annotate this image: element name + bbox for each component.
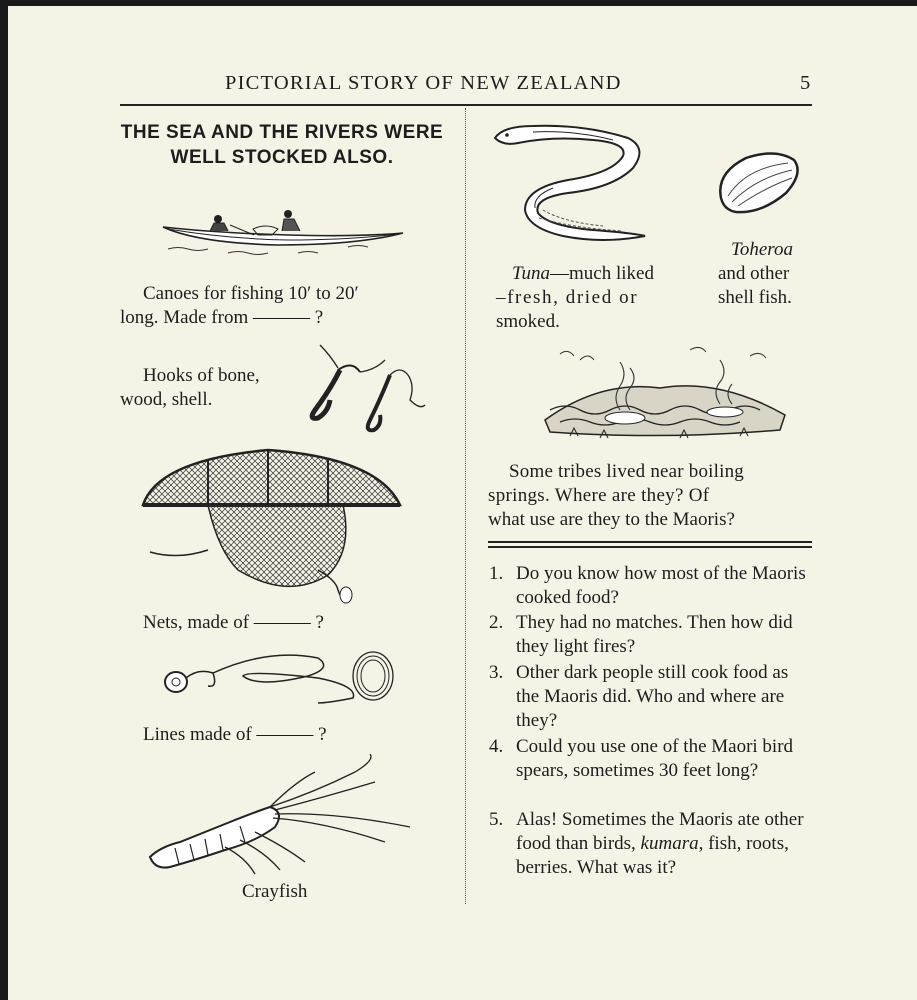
springs-line1: Some tribes lived near boiling xyxy=(509,461,745,482)
toheroa-shell-illustration xyxy=(716,148,802,218)
question-text-after: fish, roots, berries. What was it? xyxy=(516,833,789,878)
fishing-line-illustration xyxy=(158,648,408,718)
crayfish-illustration xyxy=(145,752,415,877)
canoe-illustration xyxy=(158,205,408,265)
boiling-springs-illustration xyxy=(540,340,790,450)
eel-illustration xyxy=(493,118,653,244)
question-text: Do you know how most of the Maoris cooked food? xyxy=(516,563,806,608)
toheroa-caption-line3: shell fish. xyxy=(718,287,792,308)
canoes-caption-line2: long. Made from ——— ? xyxy=(120,307,324,328)
tuna-caption-rest: —much liked xyxy=(550,263,654,284)
crayfish-caption: Crayfish xyxy=(242,881,308,902)
question-text-before: Alas! Sometimes the Maoris ate other food than birds, xyxy=(516,809,804,854)
fishing-net-illustration xyxy=(138,440,408,610)
header-rule xyxy=(120,104,812,106)
canoes-caption-line1: Canoes for fishing 10′ to 20′ xyxy=(143,283,359,304)
springs-line3: what use are they to the Maoris? xyxy=(488,509,735,530)
question-number: 5. xyxy=(489,809,504,830)
question-number: 1. xyxy=(489,563,504,584)
question-text: They had no matches. Then how did they light fires? xyxy=(516,612,793,657)
page-number: 5 xyxy=(800,72,811,94)
tuna-caption-line3: smoked. xyxy=(496,311,560,332)
question-text: Other dark people still cook food as the Maoris did. Who and where are they? xyxy=(516,662,789,731)
question-text-emphasis: kumara, xyxy=(640,833,704,854)
question-number: 2. xyxy=(489,612,504,633)
fish-hooks-illustration xyxy=(300,340,430,440)
column-divider xyxy=(465,108,466,904)
toheroa-name: Toheroa xyxy=(731,239,793,260)
hooks-caption-line1: Hooks of bone, xyxy=(143,365,260,386)
question-number: 3. xyxy=(489,662,504,683)
hooks-caption-line2: wood, shell. xyxy=(120,389,213,410)
tuna-name: Tuna xyxy=(512,263,551,284)
springs-line2: springs. Where are they? Of xyxy=(488,485,710,506)
question-rule-top xyxy=(488,541,812,543)
lines-caption: Lines made of ——— ? xyxy=(143,724,327,745)
tuna-caption-line2: –fresh, dried or xyxy=(496,287,639,308)
question-text: Could you use one of the Maori bird spears, sometimes 30 feet long? xyxy=(516,736,794,781)
section-title: THE SEA AND THE RIVERS WERE WELL STOCKED ALSO. xyxy=(120,122,444,168)
nets-caption: Nets, made of ——— ? xyxy=(143,612,324,633)
tuna-caption-line1 xyxy=(512,262,654,286)
question-number: 4. xyxy=(489,736,504,757)
toheroa-caption-line2: and other xyxy=(718,263,790,284)
question-rule-bottom xyxy=(488,546,812,548)
question-text xyxy=(516,808,812,880)
running-header: PICTORIAL STORY OF NEW ZEALAND xyxy=(225,72,622,94)
